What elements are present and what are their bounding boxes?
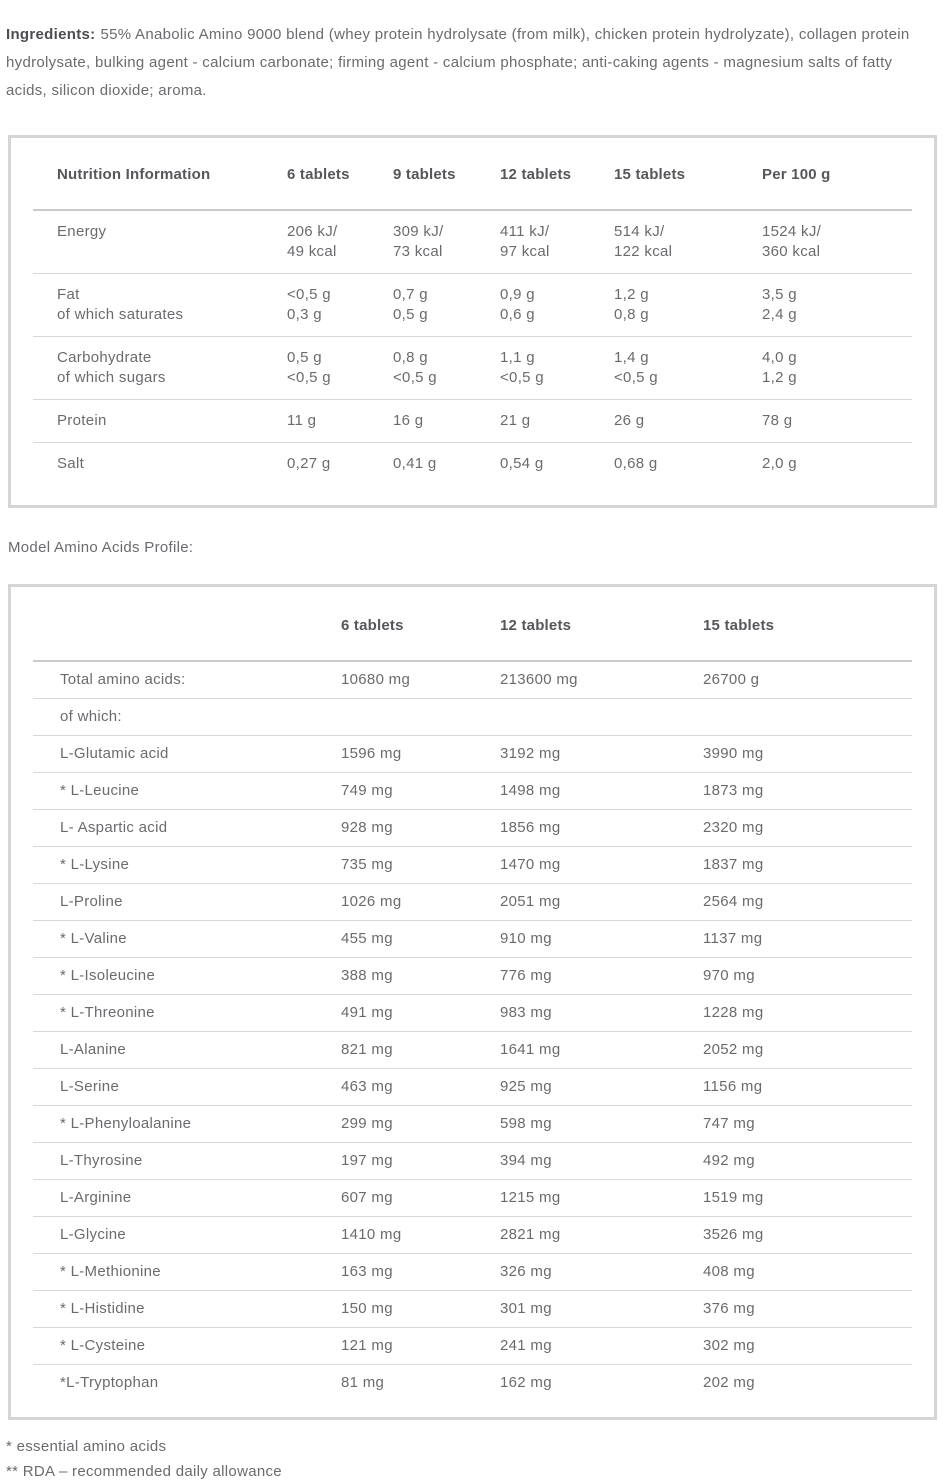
cell-line: 1524 kJ/ bbox=[762, 223, 822, 240]
value-cell bbox=[703, 995, 912, 1032]
cell-line: Protein bbox=[57, 412, 107, 429]
cell-line: 0,5 g bbox=[287, 349, 322, 366]
cell-line: 1873 mg bbox=[703, 782, 764, 799]
value-cell bbox=[341, 958, 500, 995]
value-cell bbox=[703, 884, 912, 921]
cell-line: 0,41 g bbox=[393, 455, 437, 472]
row-label-cell bbox=[33, 958, 341, 995]
cell-line: Fat bbox=[57, 286, 80, 303]
nutrition-table-box bbox=[8, 135, 937, 508]
col-header-12-tablets: 12 tablets bbox=[500, 158, 614, 210]
amino-table-box bbox=[8, 584, 937, 1420]
cell-line: 360 kcal bbox=[762, 243, 821, 260]
cell-line: 49 kcal bbox=[287, 243, 337, 260]
value-cell bbox=[614, 443, 762, 486]
cell-line: L-Proline bbox=[60, 893, 123, 910]
amino-section-title: Model Amino Acids Profile: bbox=[8, 539, 194, 556]
cell-line: * L-Valine bbox=[60, 930, 127, 947]
table-row bbox=[33, 699, 912, 736]
value-cell bbox=[500, 1032, 703, 1069]
ingredients-label: Ingredients: bbox=[6, 26, 96, 43]
cell-line: 910 mg bbox=[500, 930, 552, 947]
value-cell bbox=[393, 400, 500, 443]
cell-line: 463 mg bbox=[341, 1078, 393, 1095]
cell-line: 0,27 g bbox=[287, 455, 331, 472]
cell-line: Total amino acids: bbox=[60, 671, 186, 688]
cell-line: 3,5 g bbox=[762, 286, 797, 303]
cell-line: <0,5 g bbox=[287, 286, 331, 303]
cell-line: 1026 mg bbox=[341, 893, 402, 910]
cell-line: 0,9 g bbox=[500, 286, 535, 303]
cell-line: 78 g bbox=[762, 412, 793, 429]
cell-line: 0,54 g bbox=[500, 455, 544, 472]
cell-line: 122 kcal bbox=[614, 243, 673, 260]
cell-line: 0,6 g bbox=[500, 306, 535, 323]
cell-line: 2320 mg bbox=[703, 819, 764, 836]
value-cell bbox=[341, 661, 500, 699]
col-header-6-tablets: 6 tablets bbox=[287, 158, 393, 210]
amino-header-row bbox=[33, 603, 912, 661]
value-cell bbox=[341, 847, 500, 884]
value-cell bbox=[341, 1217, 500, 1254]
nutrition-header-row bbox=[33, 158, 912, 210]
value-cell bbox=[703, 699, 912, 736]
cell-line: 514 kJ/ bbox=[614, 223, 665, 240]
cell-line: 1519 mg bbox=[703, 1189, 764, 1206]
value-cell bbox=[703, 773, 912, 810]
value-cell bbox=[341, 1365, 500, 1402]
row-label-cell bbox=[33, 400, 287, 443]
cell-line: 394 mg bbox=[500, 1152, 552, 1169]
cell-line: L-Arginine bbox=[60, 1189, 132, 1206]
value-cell bbox=[393, 443, 500, 486]
row-label-cell bbox=[33, 1032, 341, 1069]
value-cell bbox=[500, 337, 614, 400]
row-label-cell bbox=[33, 210, 287, 274]
value-cell bbox=[341, 884, 500, 921]
cell-line: 3192 mg bbox=[500, 745, 561, 762]
table-row bbox=[33, 810, 912, 847]
value-cell bbox=[287, 210, 393, 274]
cell-line: 2052 mg bbox=[703, 1041, 764, 1058]
cell-line: 411 kJ/ bbox=[500, 223, 550, 240]
cell-line: 1137 mg bbox=[703, 930, 763, 947]
row-label-cell bbox=[33, 884, 341, 921]
cell-line: 1641 mg bbox=[500, 1041, 561, 1058]
value-cell bbox=[703, 1365, 912, 1402]
cell-line: <0,5 g bbox=[500, 369, 544, 386]
cell-line: 121 mg bbox=[341, 1337, 393, 1354]
cell-line: 26 g bbox=[614, 412, 645, 429]
value-cell bbox=[614, 337, 762, 400]
value-cell bbox=[500, 1180, 703, 1217]
value-cell bbox=[703, 736, 912, 773]
cell-line: 928 mg bbox=[341, 819, 393, 836]
value-cell bbox=[762, 337, 912, 400]
cell-line: 747 mg bbox=[703, 1115, 755, 1132]
cell-line: 821 mg bbox=[341, 1041, 393, 1058]
cell-line: <0,5 g bbox=[393, 369, 437, 386]
cell-line: <0,5 g bbox=[287, 369, 331, 386]
col-header-12-tablets: 12 tablets bbox=[500, 603, 703, 661]
table-row bbox=[33, 995, 912, 1032]
value-cell bbox=[500, 699, 703, 736]
value-cell bbox=[341, 1069, 500, 1106]
cell-line: of which: bbox=[60, 708, 122, 725]
value-cell bbox=[703, 810, 912, 847]
row-label-cell bbox=[33, 337, 287, 400]
cell-line: 97 kcal bbox=[500, 243, 550, 260]
value-cell bbox=[703, 1069, 912, 1106]
value-cell bbox=[500, 443, 614, 486]
footnote-essential: * essential amino acids bbox=[6, 1438, 167, 1455]
cell-line: L-Alanine bbox=[60, 1041, 127, 1058]
cell-line: 607 mg bbox=[341, 1189, 393, 1206]
cell-line: * L-Methionine bbox=[60, 1263, 161, 1280]
row-label-cell bbox=[33, 1180, 341, 1217]
cell-line: 925 mg bbox=[500, 1078, 552, 1095]
row-label-cell bbox=[33, 1069, 341, 1106]
cell-line: 1,2 g bbox=[614, 286, 649, 303]
col-header-15-tablets: 15 tablets bbox=[703, 603, 912, 661]
row-label-cell bbox=[33, 736, 341, 773]
cell-line: * L-Leucine bbox=[60, 782, 140, 799]
row-label-cell bbox=[33, 661, 341, 699]
cell-line: * L-Isoleucine bbox=[60, 967, 156, 984]
cell-line: 0,68 g bbox=[614, 455, 658, 472]
table-row bbox=[33, 1143, 912, 1180]
row-label-cell bbox=[33, 810, 341, 847]
cell-line: L-Thyrosine bbox=[60, 1152, 143, 1169]
table-row bbox=[33, 1328, 912, 1365]
cell-line: L-Serine bbox=[60, 1078, 120, 1095]
ingredients-paragraph bbox=[0, 15, 945, 105]
footnote-rda: ** RDA – recommended daily allowance bbox=[6, 1463, 282, 1480]
table-row bbox=[33, 958, 912, 995]
value-cell bbox=[500, 884, 703, 921]
value-cell bbox=[703, 1291, 912, 1328]
cell-line: 1837 mg bbox=[703, 856, 764, 873]
value-cell bbox=[500, 661, 703, 699]
value-cell bbox=[703, 921, 912, 958]
table-row bbox=[33, 773, 912, 810]
value-cell bbox=[500, 921, 703, 958]
value-cell bbox=[341, 921, 500, 958]
table-row bbox=[33, 274, 912, 337]
table-row bbox=[33, 661, 912, 699]
value-cell bbox=[341, 1291, 500, 1328]
value-cell bbox=[341, 1143, 500, 1180]
cell-line: 0,8 g bbox=[393, 349, 428, 366]
cell-line: Salt bbox=[57, 455, 85, 472]
row-label-cell bbox=[33, 847, 341, 884]
cell-line: 0,7 g bbox=[393, 286, 428, 303]
value-cell bbox=[341, 1328, 500, 1365]
cell-line: 749 mg bbox=[341, 782, 393, 799]
value-cell bbox=[500, 773, 703, 810]
nutrition-table bbox=[33, 158, 912, 485]
value-cell bbox=[341, 1032, 500, 1069]
table-row bbox=[33, 443, 912, 486]
cell-line: 301 mg bbox=[500, 1300, 552, 1317]
cell-line: 1228 mg bbox=[703, 1004, 764, 1021]
cell-line: 1498 mg bbox=[500, 782, 561, 799]
table-row bbox=[33, 1106, 912, 1143]
col-header-blank bbox=[33, 603, 341, 661]
value-cell bbox=[500, 810, 703, 847]
value-cell bbox=[614, 400, 762, 443]
cell-line: 241 mg bbox=[500, 1337, 552, 1354]
cell-line: Carbohydrate bbox=[57, 349, 152, 366]
table-row bbox=[33, 210, 912, 274]
cell-line: 309 kJ/ bbox=[393, 223, 444, 240]
cell-line: 162 mg bbox=[500, 1374, 552, 1391]
cell-line: Energy bbox=[57, 223, 107, 240]
value-cell bbox=[762, 443, 912, 486]
cell-line: 388 mg bbox=[341, 967, 393, 984]
amino-table-body bbox=[33, 661, 912, 1401]
cell-line: 197 mg bbox=[341, 1152, 393, 1169]
cell-line: 2564 mg bbox=[703, 893, 764, 910]
cell-line: * L-Lysine bbox=[60, 856, 130, 873]
row-label-cell bbox=[33, 1328, 341, 1365]
value-cell bbox=[341, 1180, 500, 1217]
cell-line: 1856 mg bbox=[500, 819, 561, 836]
col-header-6-tablets: 6 tablets bbox=[341, 603, 500, 661]
cell-line: of which saturates bbox=[57, 306, 184, 323]
cell-line: 302 mg bbox=[703, 1337, 755, 1354]
value-cell bbox=[703, 1254, 912, 1291]
cell-line: 1410 mg bbox=[341, 1226, 402, 1243]
row-label-cell bbox=[33, 1365, 341, 1402]
cell-line: 1,2 g bbox=[762, 369, 797, 386]
value-cell bbox=[341, 699, 500, 736]
cell-line: of which sugars bbox=[57, 369, 166, 386]
cell-line: 206 kJ/ bbox=[287, 223, 338, 240]
value-cell bbox=[703, 1217, 912, 1254]
value-cell bbox=[500, 1143, 703, 1180]
cell-line: 2051 mg bbox=[500, 893, 561, 910]
cell-line: 376 mg bbox=[703, 1300, 755, 1317]
cell-line: 81 mg bbox=[341, 1374, 385, 1391]
cell-line: 299 mg bbox=[341, 1115, 393, 1132]
value-cell bbox=[703, 958, 912, 995]
cell-line: 1,4 g bbox=[614, 349, 649, 366]
cell-line: 0,5 g bbox=[393, 306, 428, 323]
value-cell bbox=[287, 443, 393, 486]
value-cell bbox=[341, 1254, 500, 1291]
value-cell bbox=[500, 847, 703, 884]
row-label-cell bbox=[33, 1106, 341, 1143]
cell-line: 3526 mg bbox=[703, 1226, 764, 1243]
row-label-cell bbox=[33, 274, 287, 337]
row-label-cell bbox=[33, 1254, 341, 1291]
ingredients-text: 55% Anabolic Amino 9000 blend (whey protein hydrolysate (from milk), chicken protein hydrolyzate), collagen protein hydrolysate, bulking agent - calcium carbonate; firming agent - calcium phosphate; anti-caking agents - magnesium salts of fatty acids, silicon dioxide; aroma. bbox=[6, 26, 910, 99]
amino-table bbox=[33, 603, 912, 1401]
cell-line: 408 mg bbox=[703, 1263, 755, 1280]
value-cell bbox=[762, 210, 912, 274]
value-cell bbox=[762, 400, 912, 443]
value-cell bbox=[614, 274, 762, 337]
value-cell bbox=[703, 1106, 912, 1143]
value-cell bbox=[500, 995, 703, 1032]
cell-line: 16 g bbox=[393, 412, 424, 429]
value-cell bbox=[500, 736, 703, 773]
cell-line: <0,5 g bbox=[614, 369, 658, 386]
value-cell bbox=[703, 661, 912, 699]
value-cell bbox=[341, 995, 500, 1032]
value-cell bbox=[703, 847, 912, 884]
col-header-9-tablets: 9 tablets bbox=[393, 158, 500, 210]
value-cell bbox=[393, 274, 500, 337]
value-cell bbox=[500, 1328, 703, 1365]
table-row bbox=[33, 1032, 912, 1069]
table-row bbox=[33, 921, 912, 958]
table-row bbox=[33, 400, 912, 443]
value-cell bbox=[500, 210, 614, 274]
cell-line: 26700 g bbox=[703, 671, 760, 688]
value-cell bbox=[614, 210, 762, 274]
value-cell bbox=[341, 736, 500, 773]
cell-line: 1156 mg bbox=[703, 1078, 763, 1095]
cell-line: 1596 mg bbox=[341, 745, 402, 762]
cell-line: 202 mg bbox=[703, 1374, 755, 1391]
cell-line: 4,0 g bbox=[762, 349, 797, 366]
value-cell bbox=[393, 210, 500, 274]
value-cell bbox=[500, 1069, 703, 1106]
row-label-cell bbox=[33, 1217, 341, 1254]
cell-line: 735 mg bbox=[341, 856, 393, 873]
table-row bbox=[33, 1291, 912, 1328]
table-row bbox=[33, 1069, 912, 1106]
value-cell bbox=[500, 1106, 703, 1143]
table-row bbox=[33, 736, 912, 773]
col-header-nutrition-information: Nutrition Information bbox=[33, 158, 287, 210]
cell-line: 1,1 g bbox=[500, 349, 535, 366]
row-label-cell bbox=[33, 699, 341, 736]
cell-line: * L-Threonine bbox=[60, 1004, 155, 1021]
table-row bbox=[33, 1180, 912, 1217]
value-cell bbox=[341, 810, 500, 847]
cell-line: 983 mg bbox=[500, 1004, 552, 1021]
cell-line: 491 mg bbox=[341, 1004, 393, 1021]
cell-line: 0,8 g bbox=[614, 306, 649, 323]
nutrition-table-body bbox=[33, 210, 912, 485]
cell-line: 3990 mg bbox=[703, 745, 764, 762]
value-cell bbox=[500, 400, 614, 443]
cell-line: 455 mg bbox=[341, 930, 393, 947]
value-cell bbox=[287, 274, 393, 337]
footnotes bbox=[6, 1434, 945, 1484]
cell-line: 11 g bbox=[287, 412, 317, 429]
table-row bbox=[33, 1254, 912, 1291]
page bbox=[0, 15, 945, 1484]
value-cell bbox=[500, 958, 703, 995]
value-cell bbox=[500, 1217, 703, 1254]
cell-line: L-Glycine bbox=[60, 1226, 127, 1243]
row-label-cell bbox=[33, 921, 341, 958]
cell-line: 213600 mg bbox=[500, 671, 578, 688]
value-cell bbox=[341, 773, 500, 810]
cell-line: L-Glutamic acid bbox=[60, 745, 169, 762]
cell-line: 0,3 g bbox=[287, 306, 322, 323]
col-header-15-tablets: 15 tablets bbox=[614, 158, 762, 210]
col-header-per-100g: Per 100 g bbox=[762, 158, 912, 210]
table-row bbox=[33, 1217, 912, 1254]
row-label-cell bbox=[33, 1143, 341, 1180]
table-row bbox=[33, 337, 912, 400]
cell-line: 776 mg bbox=[500, 967, 552, 984]
value-cell bbox=[287, 337, 393, 400]
cell-line: 492 mg bbox=[703, 1152, 755, 1169]
cell-line: 2821 mg bbox=[500, 1226, 561, 1243]
cell-line: L- Aspartic acid bbox=[60, 819, 168, 836]
cell-line: 2,4 g bbox=[762, 306, 797, 323]
cell-line: *L-Tryptophan bbox=[60, 1374, 159, 1391]
value-cell bbox=[703, 1328, 912, 1365]
row-label-cell bbox=[33, 1291, 341, 1328]
value-cell bbox=[500, 1254, 703, 1291]
table-row bbox=[33, 847, 912, 884]
cell-line: * L-Histidine bbox=[60, 1300, 145, 1317]
value-cell bbox=[500, 274, 614, 337]
value-cell bbox=[500, 1365, 703, 1402]
value-cell bbox=[287, 400, 393, 443]
row-label-cell bbox=[33, 443, 287, 486]
cell-line: 73 kcal bbox=[393, 243, 443, 260]
cell-line: 150 mg bbox=[341, 1300, 393, 1317]
cell-line: 1470 mg bbox=[500, 856, 561, 873]
cell-line: 10680 mg bbox=[341, 671, 411, 688]
cell-line: 163 mg bbox=[341, 1263, 393, 1280]
cell-line: 2,0 g bbox=[762, 455, 797, 472]
cell-line: 326 mg bbox=[500, 1263, 552, 1280]
value-cell bbox=[703, 1143, 912, 1180]
cell-line: * L-Phenyloalanine bbox=[60, 1115, 192, 1132]
value-cell bbox=[703, 1032, 912, 1069]
table-row bbox=[33, 884, 912, 921]
cell-line: 970 mg bbox=[703, 967, 755, 984]
value-cell bbox=[703, 1180, 912, 1217]
cell-line: 21 g bbox=[500, 412, 531, 429]
value-cell bbox=[500, 1291, 703, 1328]
cell-line: * L-Cysteine bbox=[60, 1337, 146, 1354]
row-label-cell bbox=[33, 995, 341, 1032]
row-label-cell bbox=[33, 773, 341, 810]
table-row bbox=[33, 1365, 912, 1402]
value-cell bbox=[341, 1106, 500, 1143]
cell-line: 1215 mg bbox=[500, 1189, 561, 1206]
cell-line: 598 mg bbox=[500, 1115, 552, 1132]
value-cell bbox=[393, 337, 500, 400]
value-cell bbox=[762, 274, 912, 337]
